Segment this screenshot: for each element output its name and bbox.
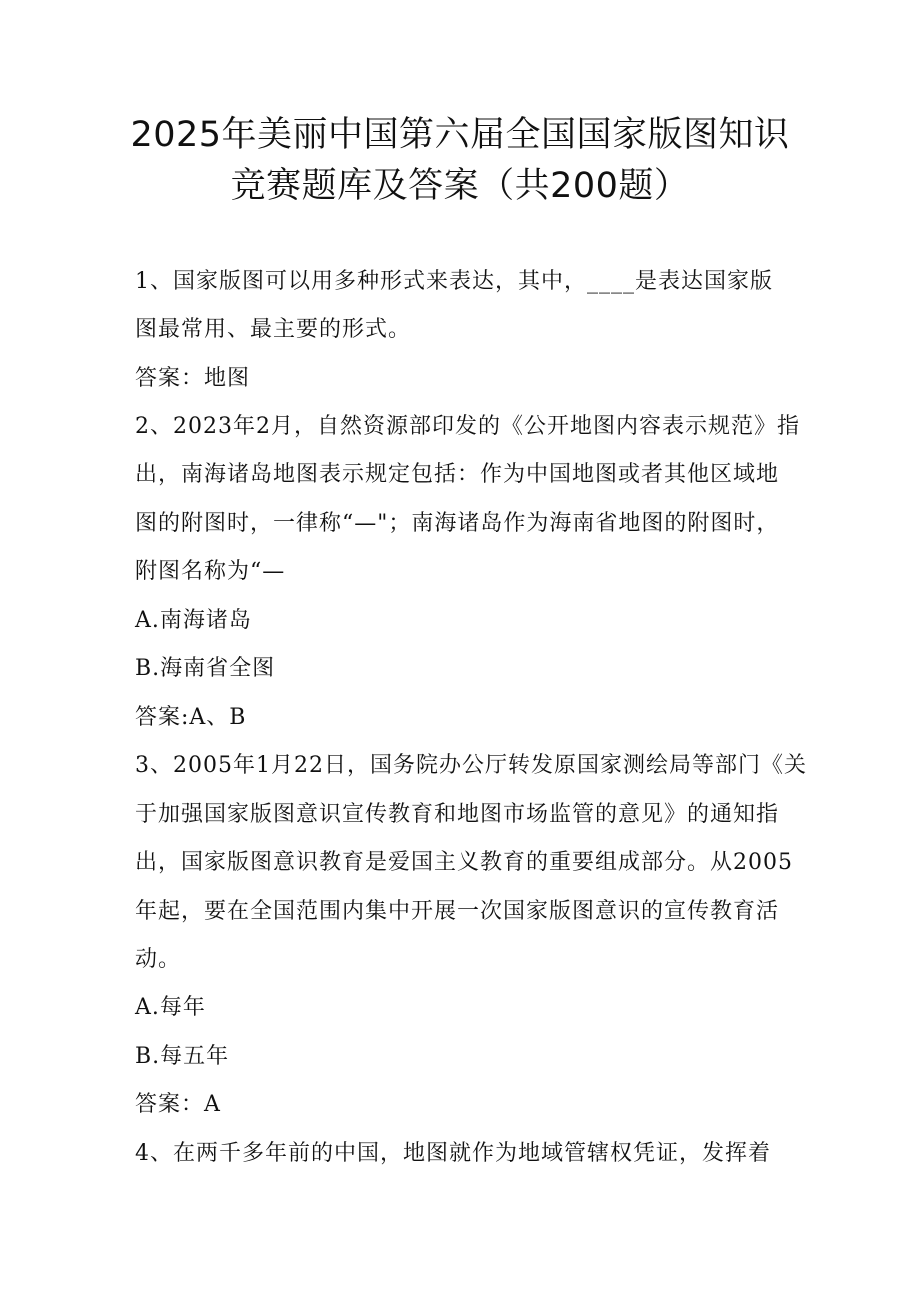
q3-text-line-3: 出，国家版图意识教育是爱国主义教育的重要组成部分。从2005 bbox=[135, 850, 793, 875]
q3-option-b: B.每五年 bbox=[135, 1044, 230, 1069]
q2-option-a: A.南海诸岛 bbox=[135, 608, 252, 633]
document-title-line-2: 竞赛题库及答案（共200题） bbox=[230, 166, 690, 206]
q2-text-line-3: 图的附图时，一律称“—"；南海诸岛作为海南省地图的附图时， bbox=[135, 511, 780, 536]
q2-text-line-4: 附图名称为“— bbox=[135, 559, 286, 584]
q1-answer: 答案：地图 bbox=[135, 366, 251, 391]
q3-text-line-5: 动。 bbox=[135, 947, 182, 972]
q2-answer: 答案:A、B bbox=[135, 705, 247, 730]
q1-text-line-2: 图最常用、最主要的形式。 bbox=[135, 317, 412, 342]
q3-text-line-4: 年起，要在全国范围内集中开展一次国家版图意识的宣传教育活 bbox=[135, 899, 780, 924]
q3-text-line-1: 3、2005年1月22日，国务院办公厅转发原国家测绘局等部门《关 bbox=[135, 753, 807, 778]
document-title-line-1: 2025年美丽中国第六届全国国家版图知识 bbox=[130, 115, 790, 155]
q1-text-line-1: 1、国家版图可以用多种形式来表达，其中，____是表达国家版 bbox=[135, 269, 773, 294]
q3-text-line-2: 于加强国家版图意识宣传教育和地图市场监管的意见》的通知指 bbox=[135, 802, 780, 827]
q4-text-line-1: 4、在两千多年前的中国，地图就作为地域管辖权凭证，发挥着 bbox=[135, 1141, 771, 1166]
q3-option-a: A.每年 bbox=[135, 995, 206, 1020]
q2-text-line-2: 出，南海诸岛地图表示规定包括：作为中国地图或者其他区域地 bbox=[135, 462, 780, 487]
q2-text-line-1: 2、2023年2月，自然资源部印发的《公开地图内容表示规范》指 bbox=[135, 414, 800, 439]
q3-answer: 答案：A bbox=[135, 1092, 221, 1117]
q2-option-b: B.海南省全图 bbox=[135, 656, 276, 681]
